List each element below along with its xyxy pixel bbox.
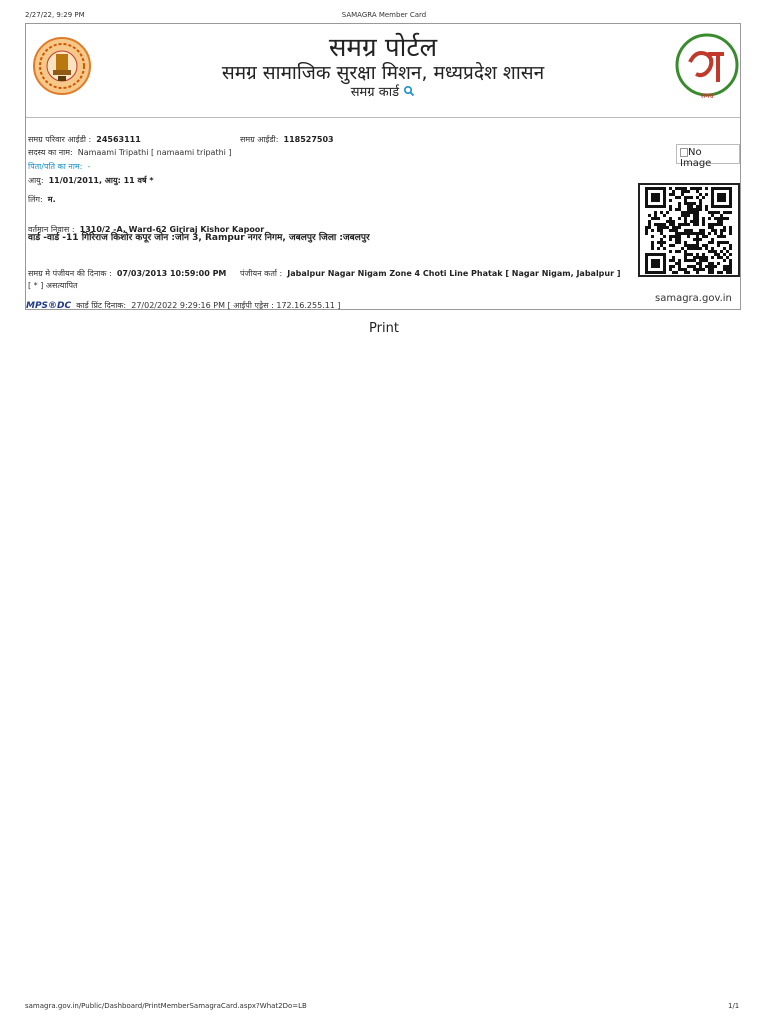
samagra-id-row <box>240 127 334 146</box>
registration-date-label: समग्र मे पंजीयन की दिनाक : <box>28 269 112 278</box>
card-label: समग्र कार्ड <box>350 85 400 100</box>
qr-code-icon <box>638 183 740 277</box>
print-footer-page: 1/1 <box>728 1002 740 1010</box>
unverified-note: [ * ] असत्यापित <box>28 281 78 290</box>
age-value: 11/01/2011, आयु: 11 वर्ष * <box>48 176 154 185</box>
registrar-value: Jabalpur Nagar Nigam Zone 4 Choti Line Phatak [ Nagar Nigam, Jabalpur ] <box>287 269 621 278</box>
samagra-id-label: समग्र आईडी: <box>240 135 279 144</box>
age-row <box>28 168 154 187</box>
no-image-text: No Image <box>680 147 712 169</box>
samagra-card <box>25 23 741 310</box>
print-footer-url: samagra.gov.in/Public/Dashboard/PrintMemberSamagraCard.aspx?What2Do=LB <box>25 1002 307 1010</box>
registration-date-value: 07/03/2013 10:59:00 PM <box>116 269 227 278</box>
print-button[interactable]: Print <box>369 321 399 336</box>
member-name-label: सदस्य का नाम: <box>28 148 73 157</box>
card-heading <box>26 82 740 101</box>
family-id-value: 24563111 <box>96 135 141 144</box>
website-link[interactable]: samagra.gov.in <box>655 293 732 304</box>
search-icon[interactable] <box>403 85 415 101</box>
address-label: वर्तमान निवास : <box>28 225 75 234</box>
samagra-logo-icon <box>674 32 740 104</box>
portal-title: समग्र पोर्टल <box>328 33 438 63</box>
gender-row <box>28 187 56 206</box>
mpsedc-logo: MPS®DC <box>26 301 72 311</box>
header-divider <box>26 117 740 118</box>
print-date-label: कार्ड प्रिंट दिनाक: <box>76 301 127 310</box>
broken-image-icon <box>680 148 688 157</box>
samagra-id-value: 118527503 <box>283 135 334 144</box>
parent-value: - <box>87 162 91 171</box>
address-line2: वार्ड -वार्ड -11 गिरिराज किशोर कपूर जोन :जोन 3, Rampur नगर निगम, जबलपुर जिला :जबलपुर <box>28 233 370 243</box>
print-date-value: 27/02/2022 9:29:16 PM [ आईपी एड्रेस : 172.16.255.11 ] <box>131 301 341 310</box>
registrar-row <box>240 261 621 280</box>
parent-label: पिता/पति का नाम: <box>28 162 83 171</box>
print-doc-title: SAMAGRA Member Card <box>341 11 427 19</box>
print-datetime: 2/27/22, 9:29 PM <box>25 11 85 19</box>
print-info-row <box>26 293 341 312</box>
member-photo <box>676 144 740 169</box>
portal-subtitle: समग्र सामाजिक सुरक्षा मिशन, मध्यप्रदेश शासन <box>221 62 545 84</box>
gender-value: म. <box>47 195 56 204</box>
family-id-label: समग्र परिवार आईडी : <box>28 135 92 144</box>
gender-label: लिंग: <box>28 195 43 204</box>
registrar-label: पंजीयन कर्ता : <box>240 269 283 278</box>
registration-date-row <box>28 261 226 280</box>
address-value: 1310/2 -A, Ward-62 Giriraj Kishor Kapoor <box>79 225 265 234</box>
member-name-value: Namaami Tripathi [ namaami tripathi ] <box>77 148 232 157</box>
age-label: आयु: <box>28 176 44 185</box>
samagra-logo-text: समग्र <box>700 92 714 100</box>
